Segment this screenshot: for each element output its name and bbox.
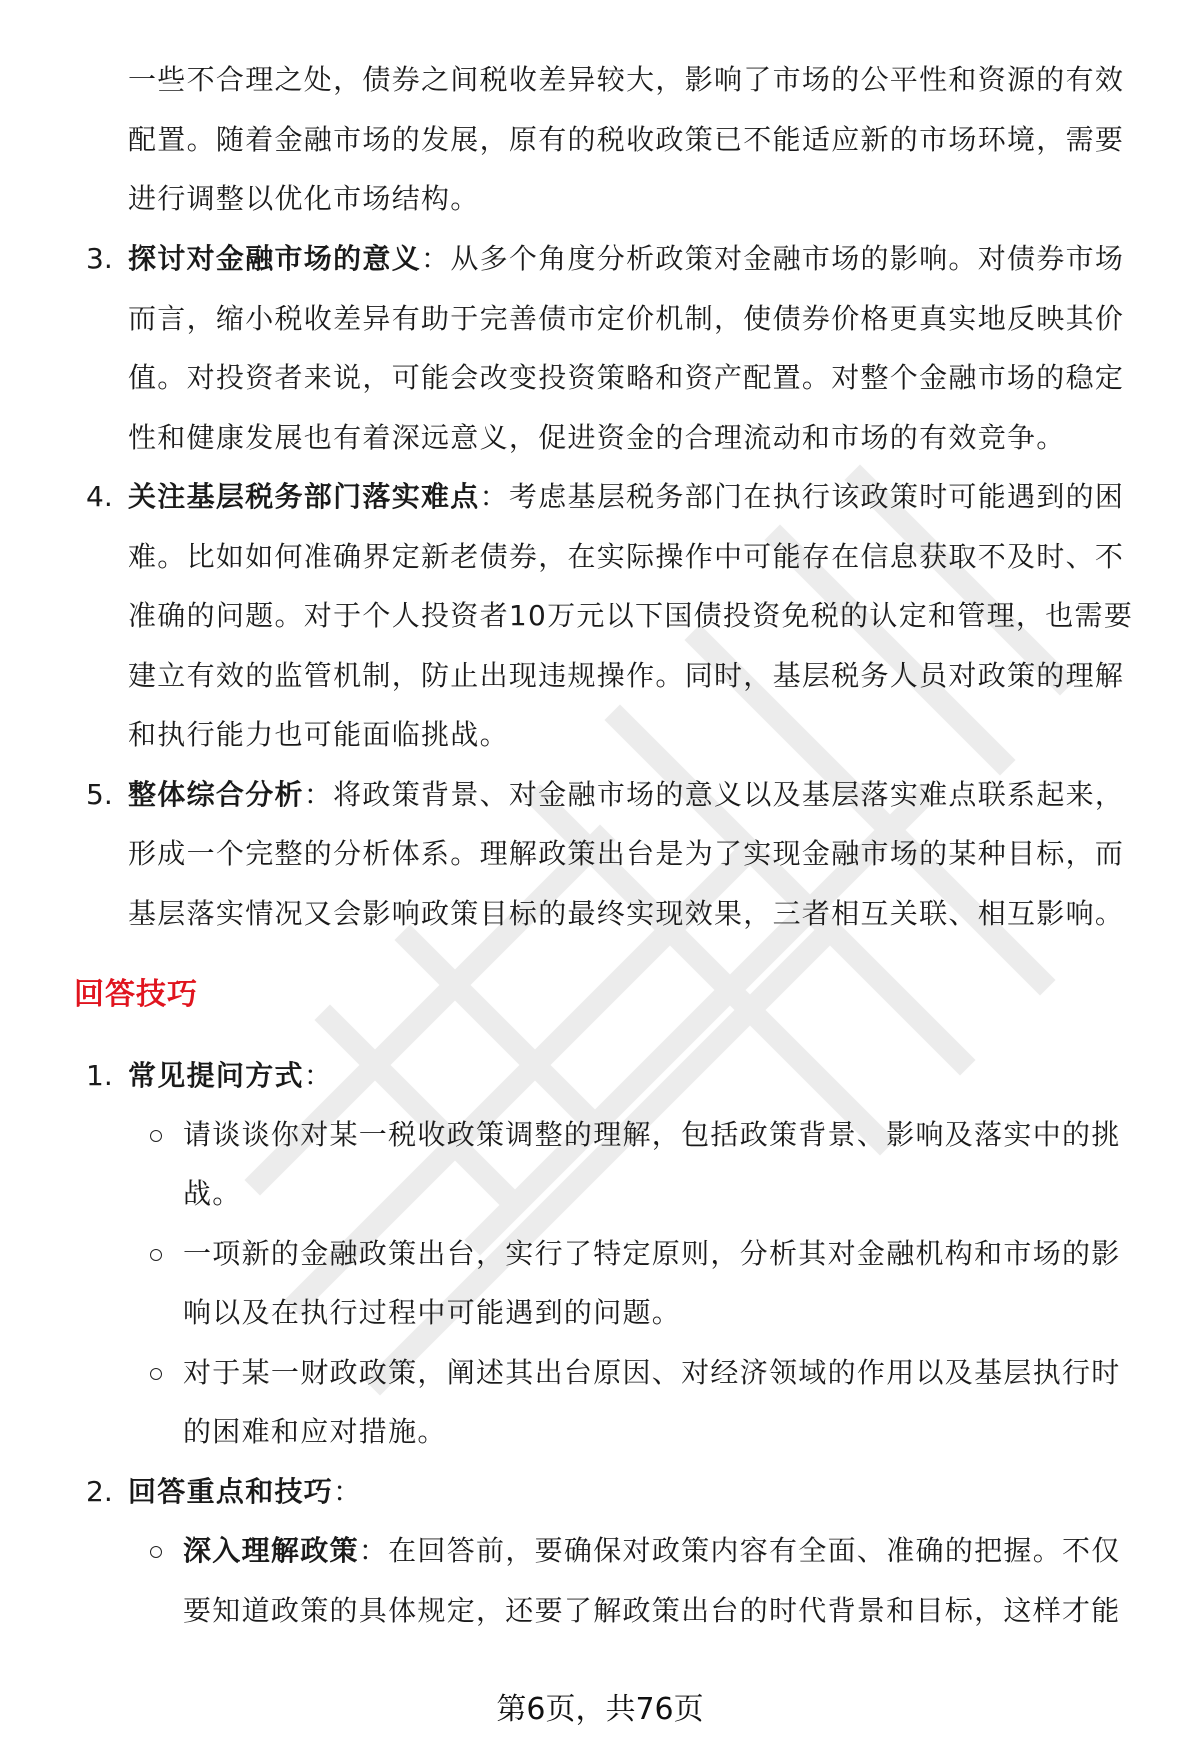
list-item-title: 探讨对金融市场的意义: [128, 242, 422, 275]
section-heading: 回答技巧: [74, 977, 198, 1012]
paragraph-line: 性和健康发展也有着深远意义，促进资金的合理流动和市场的有效竞争。: [128, 421, 1066, 454]
paragraph-line: 基层落实情况又会影响政策目标的最终实现效果，三者相互关联、相互影响。: [128, 897, 1125, 930]
list-number: 5.: [86, 778, 113, 811]
page-number: 第6页，共76页: [496, 1692, 704, 1727]
paragraph-line: 进行调整以优化市场结构。: [128, 182, 480, 215]
sub-item-line: 对于某一财政政策，阐述其出台原因、对经济领域的作用以及基层执行时: [183, 1356, 1121, 1389]
list-item-title: 整体综合分析: [128, 778, 304, 811]
paragraph-line: 配置。随着金融市场的发展，原有的税收政策已不能适应新的市场环境，需要: [128, 123, 1125, 156]
colon: ：: [479, 480, 509, 513]
hollow-bullet-icon: [150, 1368, 162, 1380]
list-number: 1.: [86, 1059, 113, 1092]
sub-item-first-line: [183, 1531, 1121, 1571]
sub-item-line: 要知道政策的具体规定，还要了解政策出台的时代背景和目标，这样才能: [183, 1594, 1121, 1627]
hollow-bullet-icon: [150, 1130, 162, 1142]
list-item-text: 将政策背景、对金融市场的意义以及基层落实难点联系起来，: [333, 778, 1125, 811]
colon: ：: [333, 1475, 363, 1508]
sub-item-line: 一项新的金融政策出台，实行了特定原则，分析其对金融机构和市场的影: [183, 1237, 1121, 1270]
list-item-text: 考虑基层税务部门在执行该政策时可能遇到的困: [508, 480, 1125, 513]
paragraph-line: 建立有效的监管机制，防止出现违规操作。同时，基层税务人员对政策的理解: [128, 659, 1125, 692]
list-item-text: 从多个角度分析政策对金融市场的影响。对债券市场: [450, 242, 1125, 275]
list-item-first-line: [128, 1472, 362, 1512]
list-item-first-line: [128, 239, 1124, 279]
list-item-first-line: [128, 477, 1124, 517]
list-item-first-line: [128, 775, 1124, 815]
list-number: 3.: [86, 242, 113, 275]
sub-item-line: 战。: [183, 1177, 242, 1210]
hollow-bullet-icon: [150, 1546, 162, 1558]
colon: ：: [421, 242, 451, 275]
list-item-title: 关注基层税务部门落实难点: [128, 480, 480, 513]
sub-item-line: 请谈谈你对某一税收政策调整的理解，包括政策背景、影响及落实中的挑: [183, 1118, 1121, 1151]
list-number: 2.: [86, 1475, 113, 1508]
paragraph-line: 形成一个完整的分析体系。理解政策出台是为了实现金融市场的某种目标，而: [128, 837, 1125, 870]
list-number: 4.: [86, 480, 113, 513]
paragraph-line: 一些不合理之处，债券之间税收差异较大，影响了市场的公平性和资源的有效: [128, 63, 1125, 96]
colon: ：: [303, 1059, 334, 1092]
list-item-first-line: [128, 1056, 333, 1096]
hollow-bullet-icon: [150, 1249, 162, 1261]
paragraph-line: 准确的问题。对于个人投资者10万元以下国债投资免税的认定和管理，也需要: [128, 599, 1134, 632]
sub-item-text: 在回答前，要确保对政策内容有全面、准确的把握。不仅: [388, 1534, 1121, 1567]
paragraph-line: 值。对投资者来说，可能会改变投资策略和资产配置。对整个金融市场的稳定: [128, 361, 1125, 394]
paragraph-line: 而言，缩小税收差异有助于完善债市定价机制，使债券价格更真实地反映其价: [128, 302, 1125, 335]
sub-item-line: 的困难和应对措施。: [183, 1415, 447, 1448]
colon: ：: [358, 1534, 389, 1567]
sub-item-line: 响以及在执行过程中可能遇到的问题。: [183, 1296, 682, 1329]
list-item-title: 回答重点和技巧: [128, 1475, 334, 1508]
sub-item-title: 深入理解政策: [183, 1534, 359, 1567]
paragraph-line: 难。比如如何准确界定新老债券，在实际操作中可能存在信息获取不及时、不: [128, 540, 1125, 573]
list-item-title: 常见提问方式: [128, 1059, 304, 1092]
colon: ：: [303, 778, 334, 811]
paragraph-line: 和执行能力也可能面临挑战。: [128, 718, 509, 751]
